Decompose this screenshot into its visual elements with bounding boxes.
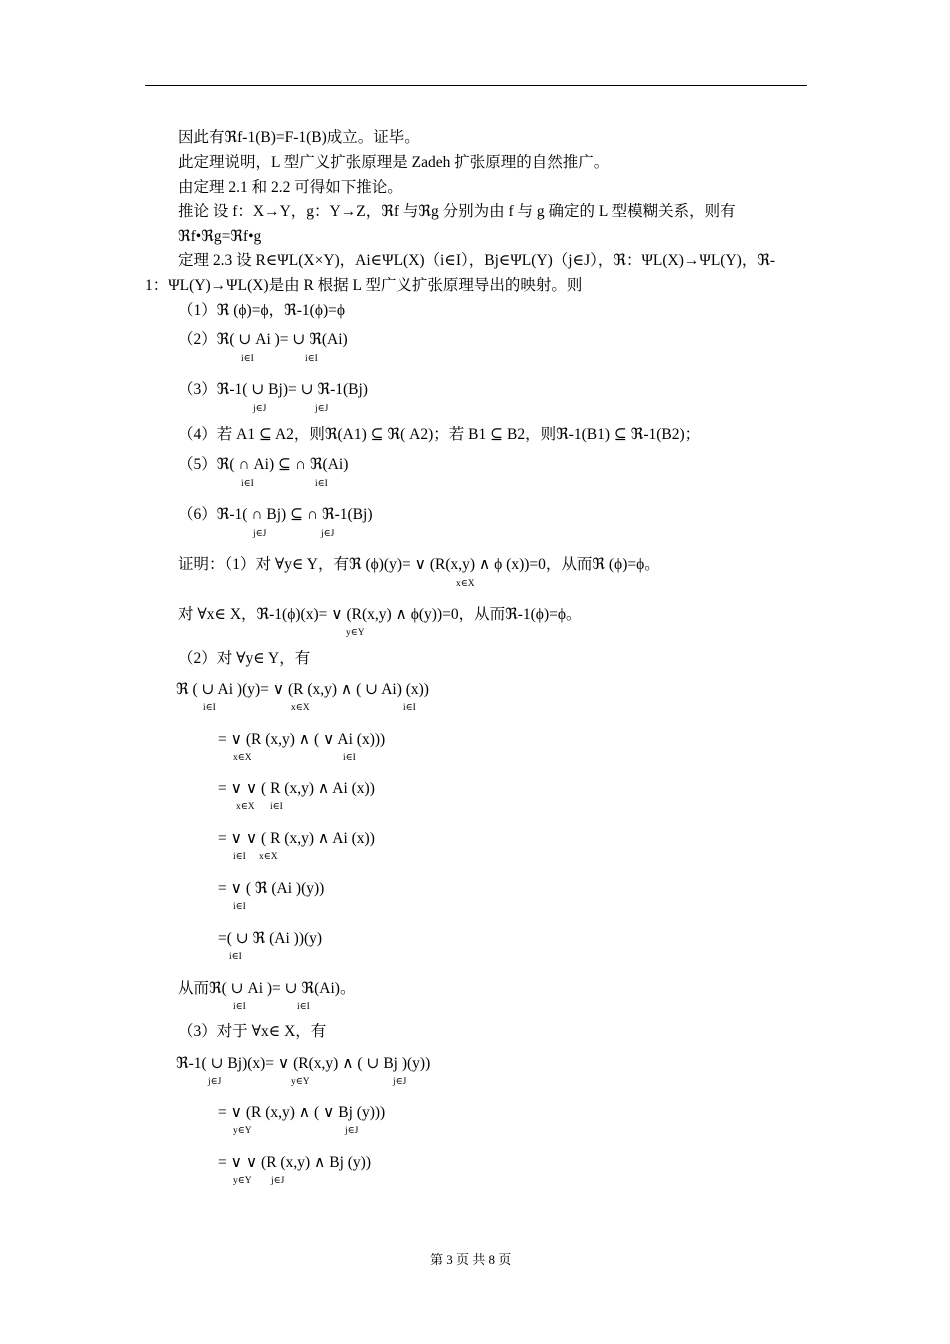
operator-index: j∈J — [393, 1077, 407, 1087]
operator-index: j∈J — [315, 404, 329, 414]
proof-3-intro: （3）对于 ∀x∈ X，有 — [178, 1023, 327, 1040]
proof-2-intro: （2）对 ∀y∈ Y，有 — [178, 650, 311, 667]
operator-index: i∈I — [241, 479, 254, 489]
property-3: （3）ℜ-1( ∪ Bj)= ∪ ℜ-1(Bj) — [178, 381, 368, 398]
proof-2-eq-3: = ∨ ∨ ( R (x,y) ∧ Ai (x)) — [218, 780, 375, 797]
proof-2-eq-1: ℜ ( ∪ Ai )(y)= ∨ (R (x,y) ∧ ( ∪ Ai) (x)) — [176, 681, 429, 698]
operator-index: i∈I — [233, 852, 246, 862]
theorem-line-2: 1：ΨL(Y)→ΨL(X)是由 R 根据 L 型广义扩张原理导出的映射。则 — [145, 277, 583, 294]
property-4: （4）若 A1 ⊆ A2，则ℜ(A1) ⊆ ℜ( A2)；若 B1 ⊆ B2，则ℜ-1(B1) ⊆ ℜ-1(B2)； — [178, 426, 701, 443]
corollary-formula: ℜf•ℜg=ℜf•g — [178, 228, 262, 245]
operator-index: j∈J — [271, 1176, 285, 1186]
property-2: （2）ℜ( ∪ Ai )= ∪ ℜ(Ai) — [178, 331, 348, 348]
operator-index: i∈I — [241, 354, 254, 364]
proof-2-eq-6: =( ∪ ℜ (Ai ))(y) — [218, 930, 323, 947]
operator-index: x∈X — [456, 579, 475, 589]
text-line-2: 此定理说明，L 型广义扩张原理是 Zadeh 扩张原理的自然推广。 — [178, 154, 610, 171]
proof-line-1: 证明：（1）对 ∀y∈ Y，有ℜ (ϕ)(y)= ∨ (R(x,y) ∧ ϕ (x))=0，从而ℜ (ϕ)=ϕ。 — [178, 556, 660, 573]
operator-index: x∈X — [291, 703, 310, 713]
page-footer: 第 3 页 共 8 页 — [430, 1252, 512, 1267]
property-1: （1）ℜ (ϕ)=ϕ，ℜ-1(ϕ)=ϕ — [178, 302, 346, 319]
operator-index: y∈Y — [233, 1176, 252, 1186]
proof-2-conclusion: 从而ℜ( ∪ Ai )= ∪ ℜ(Ai)。 — [178, 980, 356, 997]
operator-index: i∈I — [270, 802, 283, 812]
operator-index: i∈I — [233, 1002, 246, 1012]
property-6: （6）ℜ-1( ∩ Bj) ⊆ ∩ ℜ-1(Bj) — [178, 506, 373, 523]
proof-3-eq-2: = ∨ (R (x,y) ∧ ( ∨ Bj (y))) — [218, 1104, 386, 1121]
operator-index: y∈Y — [291, 1077, 310, 1087]
proof-3-eq-1: ℜ-1( ∪ Bj)(x)= ∨ (R(x,y) ∧ ( ∪ Bj )(y)) — [176, 1055, 431, 1072]
operator-index: y∈Y — [233, 1126, 252, 1136]
operator-index: i∈I — [305, 354, 318, 364]
operator-index: i∈I — [297, 1002, 310, 1012]
proof-3-eq-3: = ∨ ∨ (R (x,y) ∧ Bj (y)) — [218, 1154, 371, 1171]
operator-index: i∈I — [343, 753, 356, 763]
operator-index: i∈I — [229, 952, 242, 962]
operator-index: i∈I — [315, 479, 328, 489]
text-line-1: 因此有ℜf-1(B)=F-1(B)成立。证毕。 — [178, 129, 420, 146]
proof-2-eq-5: = ∨ ( ℜ (Ai )(y)) — [218, 880, 325, 897]
operator-index: j∈J — [253, 404, 267, 414]
header-rule — [145, 85, 807, 86]
operator-index: x∈X — [233, 753, 252, 763]
proof-line-2: 对 ∀x∈ X，ℜ-1(ϕ)(x)= ∨ (R(x,y) ∧ ϕ(y))=0，从而ℜ-1(ϕ)=ϕ。 — [178, 606, 582, 623]
theorem-line-1: 定理 2.3 设 R∈ΨL(X×Y)，Ai∈ΨL(X)（i∈I），Bj∈ΨL(Y)（j∈J），ℜ：ΨL(X)→ΨL(Y)，ℜ- — [178, 252, 776, 269]
proof-2-eq-2: = ∨ (R (x,y) ∧ ( ∨ Ai (x))) — [218, 731, 386, 748]
property-5: （5）ℜ( ∩ Ai) ⊆ ∩ ℜ(Ai) — [178, 456, 349, 473]
operator-index: i∈I — [203, 703, 216, 713]
operator-index: x∈X — [259, 852, 278, 862]
text-line-3: 由定理 2.1 和 2.2 可得如下推论。 — [178, 179, 403, 196]
operator-index: x∈X — [236, 802, 255, 812]
operator-index: j∈J — [253, 529, 267, 539]
proof-2-eq-4: = ∨ ∨ ( R (x,y) ∧ Ai (x)) — [218, 830, 375, 847]
operator-index: j∈J — [208, 1077, 222, 1087]
corollary-line: 推论 设 f：X→Y，g：Y→Z，ℜf 与ℜg 分别为由 f 与 g 确定的 L 型模糊关系，则有 — [178, 203, 736, 220]
operator-index: i∈I — [233, 902, 246, 912]
operator-index: j∈J — [345, 1126, 359, 1136]
operator-index: y∈Y — [346, 628, 365, 638]
operator-index: i∈I — [403, 703, 416, 713]
operator-index: j∈J — [321, 529, 335, 539]
